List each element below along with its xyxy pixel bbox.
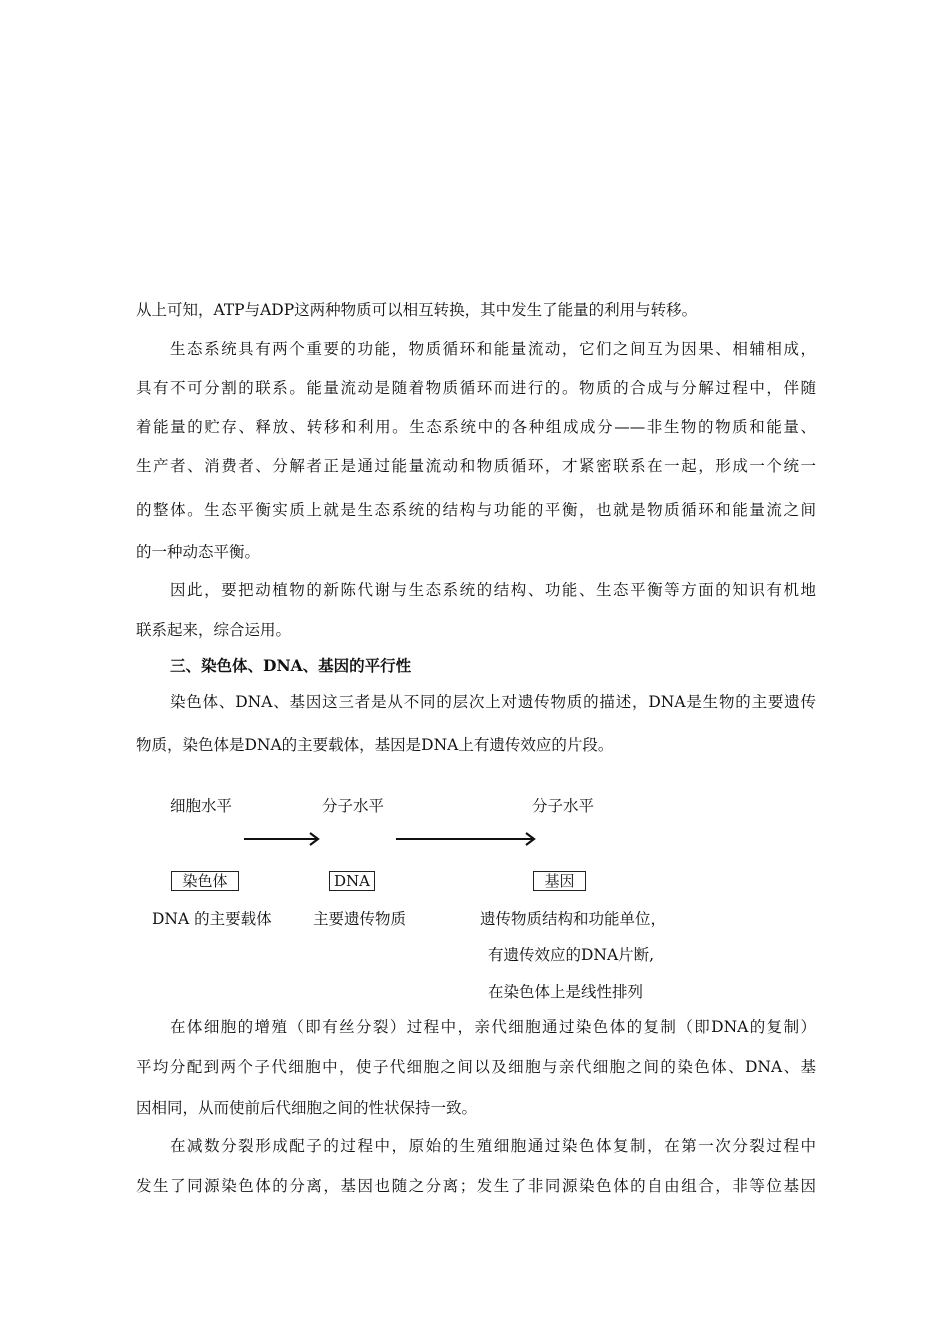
text-line: 平均分配到两个子代细胞中，使子代细胞之间以及细胞与亲代细胞之间的染色体、DNA、基 — [136, 1058, 816, 1076]
text-line: 染色体、DNA、基因这三者是从不同的层次上对遗传物质的描述，DNA是生物的主要遗传 — [170, 693, 816, 711]
text-line: 具有不可分割的联系。能量流动是随着物质循环而进行的。物质的合成与分解过程中，伴随 — [136, 379, 816, 397]
box-dna: DNA — [329, 871, 375, 891]
box-chromosome: 染色体 — [171, 871, 239, 891]
text-line: 生产者、消费者、分解者正是通过能量流动和物质循环，才紧密联系在一起，形成一个统一 — [136, 457, 816, 475]
text-line: 因此，要把动植物的新陈代谢与生态系统的结构、功能、生态平衡等方面的知识有机地 — [170, 581, 816, 599]
level-label-cell: 细胞水平 — [170, 797, 233, 815]
desc-gene-line: 在染色体上是线性排列 — [488, 983, 644, 1001]
desc-gene-line: 有遗传效应的DNA片断, — [488, 946, 655, 964]
text-line: 联系起来，综合运用。 — [136, 621, 292, 639]
text-line: 着能量的贮存、释放、转移和利用。生态系统中的各种组成成分——非生物的物质和能量、 — [136, 418, 816, 436]
desc-chromosome: DNA 的主要载体 — [152, 910, 272, 928]
desc-dna: 主要遗传物质 — [313, 910, 407, 928]
text-line: 物质，染色体是DNA的主要载体，基因是DNA上有遗传效应的片段。 — [136, 736, 614, 754]
text-line: 发生了同源染色体的分离，基因也随之分离；发生了非同源染色体的自由组合，非等位基因 — [136, 1177, 816, 1195]
text-line: 从上可知，ATP与ADP这两种物质可以相互转换，其中发生了能量的利用与转移。 — [136, 301, 698, 319]
text-line: 在体细胞的增殖（即有丝分裂）过程中，亲代细胞通过染色体的复制（即DNA的复制） — [170, 1018, 816, 1036]
arrow-right-icon — [244, 831, 324, 847]
section-heading: 三、染色体、DNA、基因的平行性 — [170, 656, 412, 675]
text-line: 的整体。生态平衡实质上就是生态系统的结构与功能的平衡，也就是物质循环和能量流之间 — [136, 501, 816, 519]
arrow-right-icon — [396, 831, 540, 847]
text-line: 生态系统具有两个重要的功能，物质循环和能量流动，它们之间互为因果、相辅相成， — [170, 340, 816, 358]
text-line: 在减数分裂形成配子的过程中，原始的生殖细胞通过染色体复制，在第一次分裂过程中 — [170, 1137, 816, 1155]
box-gene: 基因 — [533, 871, 586, 891]
level-label-molecule: 分子水平 — [322, 797, 385, 815]
desc-gene-line: 遗传物质结构和功能单位， — [480, 910, 667, 928]
text-line: 因相同，从而使前后代细胞之间的性状保持一致。 — [136, 1099, 478, 1117]
level-label-molecule-2: 分子水平 — [532, 797, 595, 815]
text-line: 的一种动态平衡。 — [136, 543, 261, 561]
